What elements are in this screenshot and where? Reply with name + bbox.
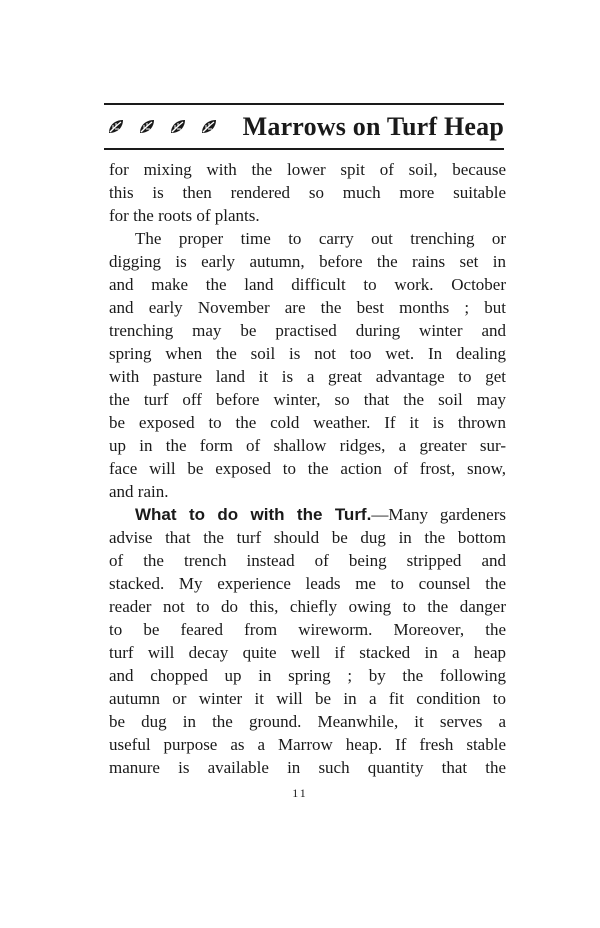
leaf-ornament-icon bbox=[137, 117, 157, 137]
text-line: manure is available in such quantity that the bbox=[109, 758, 506, 777]
text-line: digging is early autumn, before the rains set in bbox=[109, 252, 506, 271]
text-line bbox=[109, 503, 506, 526]
text-line: reader not to do this, chiefly owing to the danger bbox=[109, 597, 506, 616]
text-fragment: —Many gardeners bbox=[371, 505, 506, 524]
header-rule-bottom bbox=[104, 148, 504, 150]
leaf-ornament-icon bbox=[199, 117, 219, 137]
leaf-ornament-icon bbox=[106, 117, 126, 137]
header-rule-top bbox=[104, 103, 504, 105]
text-line: be exposed to the cold weather. If it is thrown bbox=[109, 413, 506, 432]
text-line: be dug in the ground. Meanwhile, it serves a bbox=[109, 712, 506, 731]
running-head bbox=[104, 108, 504, 146]
text-line: the turf off before winter, so that the soil may bbox=[109, 390, 506, 409]
text-line: up in the form of shallow ridges, a greater sur- bbox=[109, 436, 506, 455]
text-line: for mixing with the lower spit of soil, because bbox=[109, 160, 506, 179]
text-line: face will be exposed to the action of frost, snow, bbox=[109, 459, 506, 478]
text-line: of the trench instead of being stripped and bbox=[109, 551, 506, 570]
leaf-ornament-icon bbox=[168, 117, 188, 137]
text-line: this is then rendered so much more suitable bbox=[109, 183, 506, 202]
text-line: stacked. My experience leads me to counsel the bbox=[109, 574, 506, 593]
text-line: for the roots of plants. bbox=[109, 206, 260, 225]
page-number: 11 bbox=[292, 786, 308, 800]
text-line: useful purpose as a Marrow heap. If fresh stable bbox=[109, 735, 506, 754]
text-line: to be feared from wireworm. Moreover, the bbox=[109, 620, 506, 639]
text-line: spring when the soil is not too wet. In dealing bbox=[109, 344, 506, 363]
ornament-group bbox=[106, 117, 219, 137]
text-line: autumn or winter it will be in a fit condition to bbox=[109, 689, 506, 708]
section-heading: What to do with the Turf. bbox=[135, 505, 372, 524]
text-line: turf will decay quite well if stacked in a heap bbox=[109, 643, 506, 662]
text-line: advise that the turf should be dug in the bottom bbox=[109, 528, 506, 547]
text-line: and early November are the best months ; but bbox=[109, 298, 506, 317]
text-line: and chopped up in spring ; by the following bbox=[109, 666, 506, 685]
text-line: and rain. bbox=[109, 482, 169, 501]
text-line: trenching may be practised during winter and bbox=[109, 321, 506, 340]
text-line: with pasture land it is a great advantage to get bbox=[109, 367, 506, 386]
text-line: The proper time to carry out trenching or bbox=[135, 229, 506, 248]
body-text bbox=[109, 158, 506, 779]
text-line: and make the land difficult to work. October bbox=[109, 275, 506, 294]
running-head-title: Marrows on Turf Heap bbox=[242, 112, 504, 141]
